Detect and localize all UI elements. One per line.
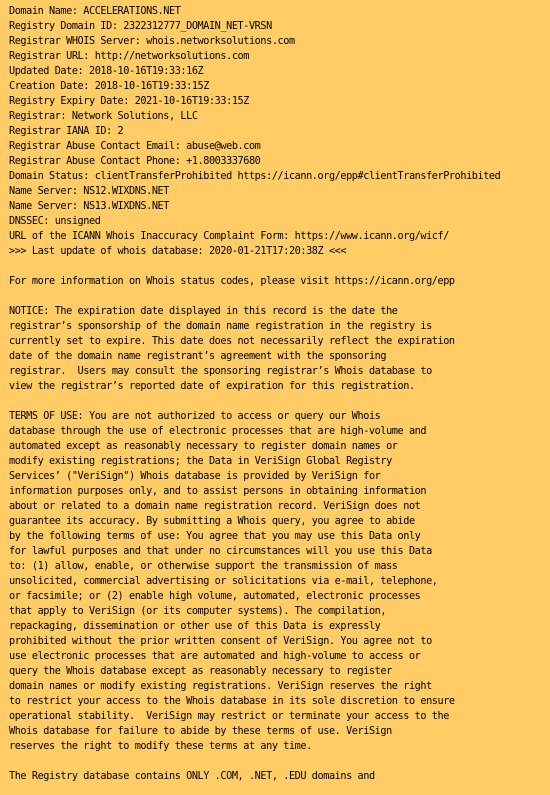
whois-line: operational stability. VeriSign may restrict or terminate your access to the [9, 711, 449, 722]
whois-line: >>> Last update of whois database: 2020-01-21T17:20:38Z <<< [9, 246, 347, 257]
whois-line [9, 394, 550, 409]
whois-line: date of the domain name registrant’s agreement with the sponsoring [9, 351, 387, 362]
whois-line: For more information on Whois status codes, please visit https://icann.org/epp [9, 276, 455, 287]
whois-line: Registrar Abuse Contact Phone: +1.8003337680 [9, 156, 261, 167]
whois-line: repackaging, dissemination or other use of this Data is expressly [9, 621, 381, 632]
whois-line: query the Whois database except as reasonably necessary to register [9, 666, 392, 677]
whois-line: DNSSEC: unsigned [9, 216, 101, 227]
whois-line [9, 754, 550, 769]
whois-line: NOTICE: The expiration date displayed in this record is the date the [9, 306, 398, 317]
whois-line: information purposes only, and to assist persons in obtaining information [9, 486, 427, 497]
whois-line: view the registrar’s reported date of expiration for this registration. [9, 381, 415, 392]
whois-line: registrar. Users may consult the sponsoring registrar’s Whois database to [9, 366, 432, 377]
whois-line: unsolicited, commercial advertising or solicitations via e-mail, telephone, [9, 576, 438, 587]
whois-line: use electronic processes that are automated and high-volume to access or [9, 651, 421, 662]
whois-line: to restrict your access to the Whois database in its sole discretion to ensure [9, 696, 455, 707]
whois-line: Registrar Abuse Contact Email: abuse@web.com [9, 141, 261, 152]
whois-line: currently set to expire. This date does not necessarily reflect the expiration [9, 336, 455, 347]
whois-line: registrar’s sponsorship of the domain name registration in the registry is [9, 321, 432, 332]
whois-line: that apply to VeriSign (or its computer systems). The compilation, [9, 606, 387, 617]
whois-line: TERMS OF USE: You are not authorized to access or query our Whois [9, 411, 381, 422]
whois-line: Registrar WHOIS Server: whois.networksolutions.com [9, 36, 295, 47]
whois-line: Name Server: NS12.WIXDNS.NET [9, 186, 169, 197]
whois-line: Updated Date: 2018-10-16T19:33:16Z [9, 66, 204, 77]
whois-line: Registry Expiry Date: 2021-10-16T19:33:15Z [9, 96, 249, 107]
whois-line: prohibited without the prior written consent of VeriSign. You agree not to [9, 636, 432, 647]
whois-line: to: (1) allow, enable, or otherwise support the transmission of mass [9, 561, 398, 572]
whois-line: Whois database for failure to abide by these terms of use. VeriSign [9, 726, 392, 737]
whois-line: Domain Name: ACCELERATIONS.NET [9, 6, 181, 17]
whois-line: database through the use of electronic processes that are high-volume and [9, 426, 427, 437]
whois-line: URL of the ICANN Whois Inaccuracy Complaint Form: https://www.icann.org/wicf/ [9, 231, 449, 242]
whois-line: Services’ ("VeriSign") Whois database is provided by VeriSign for [9, 471, 381, 482]
whois-line: domain names or modify existing registrations. VeriSign reserves the right [9, 681, 432, 692]
whois-line: Registry Domain ID: 2322312777_DOMAIN_NET-VRSN [9, 21, 272, 32]
whois-line: about or related to a domain name registration record. VeriSign does not [9, 501, 421, 512]
whois-line: reserves the right to modify these terms at any time. [9, 741, 312, 752]
whois-line: Creation Date: 2018-10-16T19:33:15Z [9, 81, 209, 92]
whois-line: Domain Status: clientTransferProhibited https://icann.org/epp#clientTransferProhibited [9, 171, 501, 182]
whois-line: for lawful purposes and that under no circumstances will you use this Data [9, 546, 432, 557]
whois-line: Name Server: NS13.WIXDNS.NET [9, 201, 169, 212]
whois-line: by the following terms of use: You agree that you may use this Data only [9, 531, 421, 542]
whois-line: or facsimile; or (2) enable high volume, automated, electronic processes [9, 591, 421, 602]
whois-line: modify existing registrations; the Data in VeriSign Global Registry [9, 456, 392, 467]
whois-line: guarantee its accuracy. By submitting a Whois query, you agree to abide [9, 516, 415, 527]
whois-line: Registrar URL: http://networksolutions.com [9, 51, 249, 62]
whois-line: automated except as reasonably necessary to register domain names or [9, 441, 398, 452]
whois-line: Registrar: Network Solutions, LLC [9, 111, 198, 122]
whois-line [9, 289, 550, 304]
whois-line: The Registry database contains ONLY .COM, .NET, .EDU domains and [9, 771, 375, 782]
whois-line [9, 259, 550, 274]
whois-line: Registrar IANA ID: 2 [9, 126, 124, 137]
